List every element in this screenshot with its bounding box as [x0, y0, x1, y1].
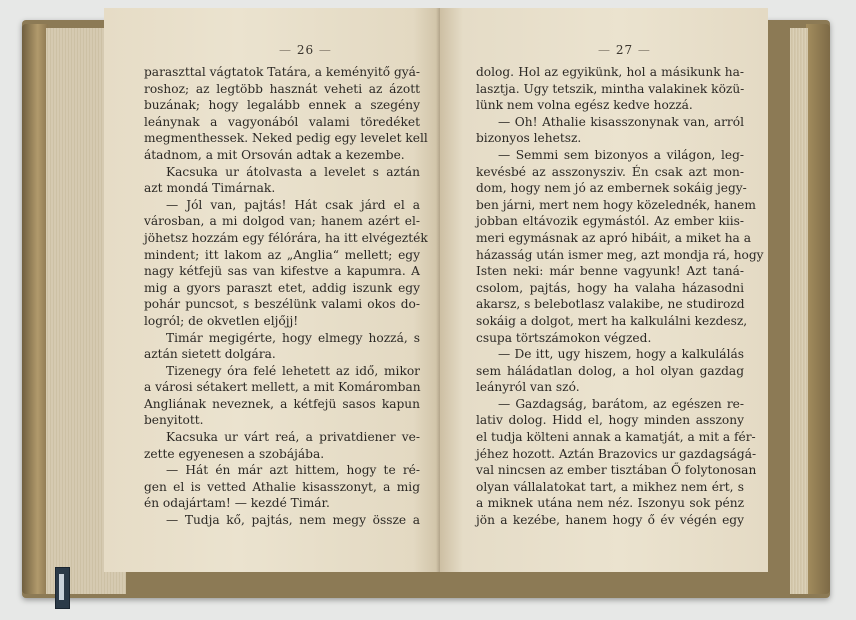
- text-line: meri egymásnak az apró hibáit, a miket ha a: [476, 230, 751, 245]
- book-cover-left: [22, 24, 48, 594]
- text-line: a miknek utána nem néz. Iszonyu sok pénz: [476, 496, 744, 511]
- text-line: sem háládatlan dolog, a hol olyan gazdag: [476, 363, 744, 378]
- right-page-text: [476, 64, 764, 529]
- text-line: kevésbé az asszonysziv. Én csak azt mon-: [476, 164, 744, 179]
- shelf-label-inner: [59, 574, 64, 600]
- left-page: [104, 8, 440, 572]
- text-line: nagy kétfejü sas van kifestve a kapumra. A: [144, 264, 420, 279]
- text-line: csolom, pajtás, hogy ha valaha házasodni: [476, 280, 744, 295]
- text-line: roshoz; az legtöbb hasznát veheti az ázott: [144, 81, 420, 96]
- text-line: sokáig a dolgot, mert ha kalkulálni kezdesz,: [476, 313, 748, 328]
- text-line: jobban eltávozik egymástól. Az ember kiis-: [476, 214, 744, 229]
- text-line: — Semmi sem bizonyos a világon, leg-: [498, 147, 744, 162]
- text-line: Kacsuka ur várt reá, a privatdiener ve-: [166, 430, 420, 445]
- text-line: Timár megigérte, hogy elmegy hozzá, s: [166, 330, 420, 345]
- text-line: benyitott.: [144, 413, 204, 428]
- text-line: paraszttal vágtatok Tatára, a keményitő gyá-: [144, 65, 421, 79]
- text-line: ben járni, mert nem hogy közelednék, hanem: [476, 197, 756, 212]
- right-page: [440, 8, 768, 572]
- text-line: leányról van szó.: [476, 380, 580, 395]
- text-line: azt mondá Timárnak.: [144, 181, 276, 196]
- text-line: aztán sietett dolgára.: [144, 347, 276, 362]
- text-line: mindent; itt lakom az „Anglia“ mellett; egy: [144, 247, 420, 262]
- page-number-right: — 27 —: [598, 42, 651, 59]
- text-line: gen el is vetted Athalie kisasszonyt, a mig: [144, 479, 420, 494]
- text-line: — Oh! Athalie kisasszonynak van, arról: [498, 114, 744, 129]
- text-line: lasztja. Ugy tetszik, mintha valakinek közü-: [476, 81, 745, 96]
- page-edges-right: [790, 28, 808, 594]
- text-line: — Tudja kő, pajtás, nem megy össze a: [166, 513, 420, 528]
- text-line: lünk nem volna egész kedve hozzá.: [476, 98, 693, 113]
- text-line: jéhez hozott. Aztán Brazovics ur gazdagságá-: [476, 446, 757, 461]
- text-line: buzának; hogy legalább ennek a szegény: [144, 98, 420, 113]
- text-line: Angliának neveznek, a kétfejü sasos kapun: [144, 396, 420, 411]
- text-line: zette egyenesen a szobájába.: [144, 446, 325, 461]
- text-line: csupa törtszámokon végzed.: [476, 330, 652, 345]
- shelf-label-tag: [55, 567, 70, 609]
- text-line: akarsz, s belebotlasz valakibe, ne studirozd: [476, 297, 745, 312]
- text-line: megmenthessek. Neked pedig egy levelet kell: [144, 131, 428, 146]
- text-line: dolog. Hol az egyikünk, hol a másikunk ha-: [476, 65, 744, 79]
- text-line: lativ dolog. Hidd el, hogy minden asszony: [476, 413, 744, 428]
- text-line: jön a kezébe, hanem hogy ő év végén egy: [476, 513, 744, 528]
- text-line: jöhetsz hozzám egy félórára, ha itt elvégezték: [144, 230, 428, 245]
- text-line: — Hát én már azt hittem, hogy te ré-: [166, 463, 420, 478]
- text-line: Tizenegy óra felé lehetett az idő, mikor: [166, 363, 420, 378]
- text-line: el tudja költeni annak a kamatját, a mit a fér-: [476, 430, 756, 445]
- text-line: dom, hogy nem jó az embernek sokáig jegy-: [476, 181, 747, 196]
- text-line: olyan vállalatokat tart, a mikhez nem ért, s: [476, 479, 744, 494]
- text-line: — De itt, ugy hiszem, hogy a kalkulálás: [498, 347, 744, 362]
- text-line: a városi sétakert mellett, a mit Komáromban: [144, 380, 421, 395]
- page-number-left: — 26 —: [279, 42, 332, 59]
- text-line: bizonyos lehetsz.: [476, 131, 582, 146]
- text-line: Isten neki: már benne vagyunk! Azt taná-: [476, 264, 744, 279]
- text-line: mig a gyors paraszt etet, addig iszunk egy: [144, 280, 420, 295]
- book-cover-right: [806, 24, 830, 594]
- text-line: Kacsuka ur átolvasta a levelet s aztán: [166, 164, 420, 179]
- text-line: városban, a mi dolgod van; hanem azért el-: [144, 214, 420, 229]
- text-line: — Jól van, pajtás! Hát csak járd el a: [166, 197, 420, 212]
- text-line: leánynak a vagyonából valami töredéket: [144, 114, 420, 129]
- text-line: val nincsen az ember tisztában Ő folytonosan: [476, 463, 757, 478]
- text-line: pohár puncsot, s beszélünk valami okos do-: [144, 297, 420, 312]
- text-line: átadnom, a mit Orsován adtak a kezembe.: [144, 147, 405, 162]
- text-line: — Gazdagság, barátom, az egészen re-: [498, 396, 744, 411]
- left-page-text: [144, 64, 428, 529]
- text-line: én odajártam! — kezdé Timár.: [144, 496, 330, 511]
- text-line: házasság után ismer meg, azt mondja rá, hogy: [476, 247, 764, 262]
- text-line: logról; de okvetlen eljőjj!: [144, 313, 299, 328]
